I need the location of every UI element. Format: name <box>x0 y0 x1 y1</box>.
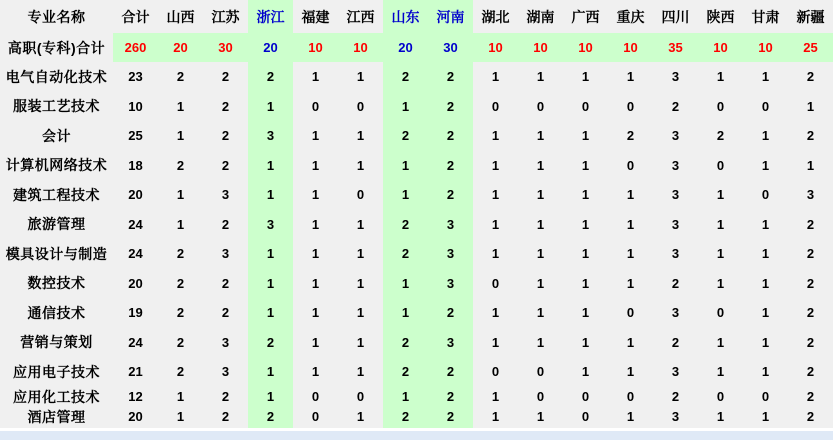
data-cell: 1 <box>266 187 275 203</box>
data-cell: 1 <box>716 246 725 262</box>
data-cell: 1 <box>581 364 590 380</box>
data-cell: 0 <box>716 305 725 321</box>
column-header-12: 四川 <box>661 8 690 25</box>
data-cell: 1 <box>626 364 635 380</box>
data-cell: 1 <box>536 216 545 232</box>
data-cell: 0 <box>626 305 635 321</box>
data-cell: 3 <box>671 69 680 85</box>
data-cell: 1 <box>581 69 590 85</box>
data-cell: 1 <box>266 157 275 173</box>
column-header-14: 甘肃 <box>751 8 780 25</box>
data-cell: 1 <box>266 389 275 404</box>
data-cell: 2 <box>806 216 815 232</box>
data-cell: 1 <box>311 334 320 350</box>
data-cell: 1 <box>581 187 590 203</box>
data-cell: 2 <box>806 389 815 404</box>
row-label: 旅游管理 <box>27 216 86 233</box>
total-cell-6: 20 <box>398 40 413 55</box>
data-cell: 2 <box>401 364 410 380</box>
column-header-9: 湖南 <box>526 8 555 25</box>
data-cell: 1 <box>806 157 815 173</box>
table-row <box>0 298 833 328</box>
data-cell: 1 <box>311 305 320 321</box>
data-cell: 1 <box>356 334 365 350</box>
data-cell: 2 <box>176 69 185 85</box>
data-cell: 1 <box>311 128 320 144</box>
total-cell-10: 10 <box>578 40 593 55</box>
data-cell: 0 <box>356 187 365 203</box>
data-cell: 1 <box>176 216 185 232</box>
data-cell: 1 <box>626 246 635 262</box>
data-cell: 2 <box>266 409 275 424</box>
total-cell-12: 35 <box>668 40 683 55</box>
data-cell: 0 <box>491 98 500 114</box>
data-cell: 1 <box>581 216 590 232</box>
row-label: 营销与策划 <box>20 334 93 351</box>
data-cell: 1 <box>491 157 500 173</box>
data-cell: 1 <box>761 364 770 380</box>
data-cell: 2 <box>221 216 230 232</box>
data-cell: 1 <box>626 216 635 232</box>
data-cell: 1 <box>761 157 770 173</box>
data-cell: 1 <box>356 246 365 262</box>
data-cell: 1 <box>626 409 635 424</box>
data-cell: 2 <box>446 128 455 144</box>
data-cell: 2 <box>671 98 680 114</box>
data-cell: 0 <box>311 98 320 114</box>
data-cell: 2 <box>221 389 230 404</box>
total-cell-2: 30 <box>218 40 233 55</box>
data-cell: 1 <box>761 409 770 424</box>
data-cell: 1 <box>491 334 500 350</box>
data-cell: 2 <box>221 128 230 144</box>
data-cell: 1 <box>536 246 545 262</box>
row-label: 建筑工程技术 <box>13 186 100 203</box>
total-cell-8: 10 <box>488 40 503 55</box>
data-cell: 2 <box>806 364 815 380</box>
data-cell: 2 <box>401 334 410 350</box>
data-cell: 1 <box>716 409 725 424</box>
data-cell: 2 <box>401 69 410 85</box>
data-cell: 2 <box>806 334 815 350</box>
total-cell-15: 25 <box>803 40 818 55</box>
column-header-15: 新疆 <box>796 8 825 25</box>
data-cell: 2 <box>626 128 635 144</box>
total-cell-3: 20 <box>263 40 278 55</box>
data-cell: 2 <box>671 334 680 350</box>
data-cell: 0 <box>581 409 590 424</box>
data-cell: 1 <box>581 246 590 262</box>
data-cell: 2 <box>671 275 680 291</box>
data-cell: 1 <box>266 98 275 114</box>
data-cell: 2 <box>221 69 230 85</box>
data-cell: 1 <box>491 69 500 85</box>
data-cell: 2 <box>176 334 185 350</box>
column-header-10: 广西 <box>571 8 600 25</box>
data-cell: 1 <box>761 275 770 291</box>
data-cell: 24 <box>128 334 143 350</box>
data-cell: 2 <box>401 128 410 144</box>
total-row-label: 高职(专科)合计 <box>7 39 106 56</box>
data-cell: 2 <box>446 157 455 173</box>
data-cell: 0 <box>626 157 635 173</box>
data-cell: 0 <box>491 275 500 291</box>
data-cell: 0 <box>536 389 545 404</box>
data-cell: 1 <box>536 409 545 424</box>
data-cell: 2 <box>446 389 455 404</box>
data-cell: 1 <box>716 275 725 291</box>
data-cell: 0 <box>716 389 725 404</box>
data-cell: 3 <box>806 187 815 203</box>
data-cell: 2 <box>401 409 410 424</box>
total-cell-7: 30 <box>443 40 458 55</box>
data-cell: 1 <box>536 275 545 291</box>
data-cell: 2 <box>401 216 410 232</box>
column-header-13: 陕西 <box>706 8 735 25</box>
row-label: 电气自动化技术 <box>5 68 108 85</box>
total-cell-5: 10 <box>353 40 368 55</box>
data-cell: 1 <box>761 69 770 85</box>
data-cell: 0 <box>356 389 365 404</box>
data-cell: 1 <box>716 187 725 203</box>
data-cell: 3 <box>671 305 680 321</box>
data-cell: 10 <box>128 98 143 114</box>
data-cell: 1 <box>536 157 545 173</box>
data-cell: 19 <box>128 305 143 321</box>
column-header-7: 河南 <box>436 8 465 25</box>
data-cell: 0 <box>311 389 320 404</box>
data-cell: 0 <box>716 157 725 173</box>
data-cell: 3 <box>446 275 455 291</box>
data-cell: 0 <box>761 98 770 114</box>
row-label: 通信技术 <box>27 304 86 321</box>
table-row <box>0 210 833 240</box>
data-cell: 1 <box>626 187 635 203</box>
data-cell: 1 <box>311 275 320 291</box>
data-cell: 3 <box>671 364 680 380</box>
data-cell: 2 <box>716 128 725 144</box>
data-cell: 1 <box>356 364 365 380</box>
row-label: 会计 <box>42 127 71 144</box>
data-cell: 1 <box>266 305 275 321</box>
total-cell-14: 10 <box>758 40 773 55</box>
data-cell: 20 <box>128 409 143 424</box>
data-cell: 1 <box>356 69 365 85</box>
data-cell: 1 <box>356 409 365 424</box>
data-cell: 1 <box>266 275 275 291</box>
data-cell: 1 <box>626 334 635 350</box>
data-cell: 1 <box>356 157 365 173</box>
column-header-0: 合计 <box>121 8 150 25</box>
data-cell: 1 <box>176 98 185 114</box>
table-row <box>0 269 833 299</box>
data-cell: 0 <box>311 409 320 424</box>
data-cell: 0 <box>626 389 635 404</box>
table-row <box>0 387 833 407</box>
table-row <box>0 151 833 181</box>
data-cell: 25 <box>128 128 143 144</box>
column-header-8: 湖北 <box>481 8 510 25</box>
table-row <box>0 62 833 92</box>
data-cell: 2 <box>806 246 815 262</box>
data-cell: 2 <box>806 305 815 321</box>
data-cell: 1 <box>536 334 545 350</box>
data-cell: 1 <box>716 69 725 85</box>
data-cell: 1 <box>761 246 770 262</box>
column-header-3: 浙江 <box>256 8 285 25</box>
table-row <box>0 92 833 122</box>
data-cell: 1 <box>401 157 410 173</box>
data-cell: 0 <box>581 98 590 114</box>
data-cell: 3 <box>266 216 275 232</box>
data-cell: 1 <box>581 128 590 144</box>
data-cell: 2 <box>176 246 185 262</box>
data-cell: 1 <box>536 305 545 321</box>
data-cell: 1 <box>491 409 500 424</box>
data-cell: 1 <box>761 128 770 144</box>
column-header-name: 专业名称 <box>27 8 86 25</box>
data-cell: 1 <box>536 128 545 144</box>
column-header-6: 山东 <box>391 8 420 25</box>
data-cell: 23 <box>128 69 143 85</box>
data-cell: 1 <box>311 187 320 203</box>
data-cell: 1 <box>176 187 185 203</box>
data-cell: 2 <box>221 305 230 321</box>
data-cell: 2 <box>401 246 410 262</box>
column-header-5: 江西 <box>346 8 375 25</box>
data-cell: 2 <box>806 69 815 85</box>
data-cell: 1 <box>536 69 545 85</box>
data-cell: 1 <box>266 364 275 380</box>
data-cell: 1 <box>356 305 365 321</box>
data-cell: 1 <box>401 187 410 203</box>
data-cell: 2 <box>446 69 455 85</box>
data-cell: 3 <box>671 128 680 144</box>
data-cell: 3 <box>671 246 680 262</box>
row-label: 计算机网络技术 <box>5 157 108 174</box>
data-cell: 12 <box>128 389 143 404</box>
data-cell: 3 <box>671 409 680 424</box>
row-label: 应用电子技术 <box>13 363 100 380</box>
data-cell: 1 <box>716 216 725 232</box>
table-row <box>0 121 833 151</box>
data-cell: 2 <box>446 187 455 203</box>
data-cell: 24 <box>128 216 143 232</box>
row-label: 服装工艺技术 <box>13 98 100 115</box>
data-cell: 1 <box>761 305 770 321</box>
data-cell: 1 <box>491 187 500 203</box>
data-cell: 2 <box>221 275 230 291</box>
data-cell: 2 <box>221 157 230 173</box>
data-cell: 3 <box>221 334 230 350</box>
data-cell: 1 <box>356 128 365 144</box>
data-cell: 2 <box>176 275 185 291</box>
data-cell: 2 <box>176 157 185 173</box>
table-row <box>0 328 833 358</box>
data-cell: 2 <box>671 389 680 404</box>
data-cell: 0 <box>491 364 500 380</box>
data-cell: 2 <box>806 409 815 424</box>
data-cell: 3 <box>446 334 455 350</box>
footer-strip <box>0 431 833 440</box>
data-cell: 1 <box>356 216 365 232</box>
table-total-row <box>0 33 833 62</box>
table-row <box>0 180 833 210</box>
data-cell: 1 <box>581 275 590 291</box>
data-cell: 2 <box>176 364 185 380</box>
table-row <box>0 239 833 269</box>
data-cell: 24 <box>128 246 143 262</box>
data-cell: 2 <box>266 334 275 350</box>
column-header-1: 山西 <box>166 8 195 25</box>
data-cell: 1 <box>401 275 410 291</box>
data-cell: 1 <box>581 334 590 350</box>
data-cell: 0 <box>536 364 545 380</box>
data-cell: 0 <box>716 98 725 114</box>
data-cell: 1 <box>401 389 410 404</box>
data-cell: 20 <box>128 187 143 203</box>
data-cell: 1 <box>311 364 320 380</box>
data-cell: 0 <box>536 98 545 114</box>
data-cell: 1 <box>401 305 410 321</box>
data-cell: 3 <box>221 364 230 380</box>
data-cell: 1 <box>311 69 320 85</box>
data-cell: 0 <box>581 389 590 404</box>
data-cell: 1 <box>806 98 815 114</box>
data-cell: 0 <box>626 98 635 114</box>
table-row <box>0 407 833 427</box>
data-cell: 1 <box>311 157 320 173</box>
data-cell: 1 <box>581 157 590 173</box>
data-cell: 3 <box>671 216 680 232</box>
data-cell: 3 <box>266 128 275 144</box>
data-cell: 1 <box>491 305 500 321</box>
data-cell: 3 <box>221 187 230 203</box>
data-cell: 1 <box>491 389 500 404</box>
data-cell: 1 <box>626 275 635 291</box>
data-cell: 3 <box>221 246 230 262</box>
data-cell: 1 <box>491 128 500 144</box>
data-cell: 3 <box>446 216 455 232</box>
data-cell: 1 <box>311 216 320 232</box>
data-cell: 1 <box>761 216 770 232</box>
data-cell: 1 <box>761 334 770 350</box>
total-cell-13: 10 <box>713 40 728 55</box>
data-cell: 2 <box>221 98 230 114</box>
data-cell: 3 <box>671 187 680 203</box>
data-cell: 1 <box>311 246 320 262</box>
data-cell: 3 <box>446 246 455 262</box>
data-cell: 1 <box>491 246 500 262</box>
data-cell: 21 <box>128 364 143 380</box>
data-cell: 3 <box>671 157 680 173</box>
data-cell: 2 <box>446 305 455 321</box>
table-header-row <box>0 0 833 33</box>
table-row <box>0 357 833 387</box>
data-cell: 2 <box>446 364 455 380</box>
data-cell: 1 <box>176 409 185 424</box>
column-header-2: 江苏 <box>211 8 240 25</box>
data-cell: 2 <box>806 128 815 144</box>
data-cell: 1 <box>491 216 500 232</box>
data-cell: 2 <box>221 409 230 424</box>
total-cell-0: 260 <box>124 40 147 55</box>
row-label: 应用化工技术 <box>13 388 100 405</box>
row-label: 数控技术 <box>27 275 86 292</box>
data-cell: 2 <box>446 409 455 424</box>
data-cell: 2 <box>266 69 275 85</box>
total-cell-9: 10 <box>533 40 548 55</box>
data-cell: 1 <box>581 305 590 321</box>
data-cell: 1 <box>716 364 725 380</box>
data-cell: 18 <box>128 157 143 173</box>
column-header-11: 重庆 <box>616 8 645 25</box>
data-cell: 1 <box>356 275 365 291</box>
data-cell: 1 <box>266 246 275 262</box>
data-cell: 20 <box>128 275 143 291</box>
data-cell: 2 <box>176 305 185 321</box>
data-cell: 0 <box>761 389 770 404</box>
data-cell: 1 <box>401 98 410 114</box>
data-cell: 2 <box>446 98 455 114</box>
row-label: 酒店管理 <box>27 408 86 425</box>
data-cell: 1 <box>176 389 185 404</box>
row-label: 模具设计与制造 <box>5 245 108 262</box>
data-cell: 0 <box>356 98 365 114</box>
data-cell: 2 <box>806 275 815 291</box>
total-cell-4: 10 <box>308 40 323 55</box>
data-cell: 1 <box>626 69 635 85</box>
data-cell: 0 <box>761 187 770 203</box>
data-cell: 1 <box>176 128 185 144</box>
data-cell: 1 <box>536 187 545 203</box>
total-cell-1: 20 <box>173 40 188 55</box>
data-cell: 1 <box>716 334 725 350</box>
column-header-4: 福建 <box>301 8 330 25</box>
total-cell-11: 10 <box>623 40 638 55</box>
